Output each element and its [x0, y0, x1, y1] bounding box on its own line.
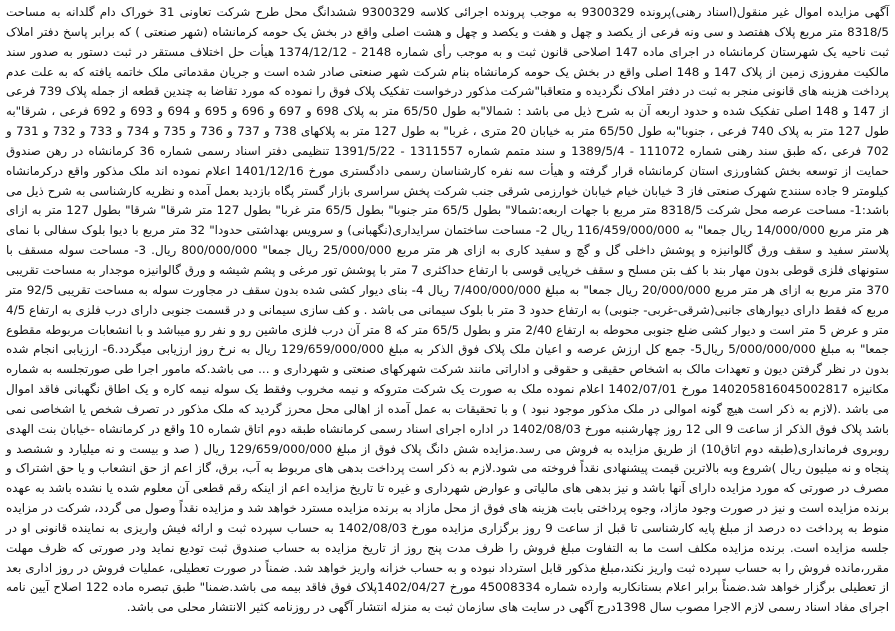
auction-notice-text: آگهی مزایده اموال غیر منقول(اسناد رهنی)پرونده 9300329 به موجب پرونده اجرائی کلاسه 9300329 ششدانگ محل طرح شرکت تعاونی 31 خوراک دام گلدانه به مساحت 8318/5 متر مربع پلاک هفتصد و سی ونه فرعی از یکصد و چهل و هفت و یکصد و چهل و هشت اصلی واقع در بخش یک حومه کرمانشاه (شهر صنعتی ) که برابر پاسخ دفتر املاک ثبت ناحیه یک شهرستان کرمانشاه در اجرای ماده 147 اصلاحی قانون ثبت و به موجب رأی شماره 2148 - 1374/12/12 هیأت حل اختلاف مستقر در ثبت دستور به صدور سند مالکیت مفروزی زمین از پلاک 147 و 148 اصلی واقع در بخش یک حومه کرمانشاه بنام شرکت شهر صنعتی صادر شده است و جریان مقدماتی ملک خاتمه یافته که به علت عدم پرداخت هزینه های قانونی منجر به ثبت در دفتر املاک نگردیده و متعاقبا"شرکت مذکور درخواست تفکیک پلاک فوق را نموده که مورد تقاضا به چندین قطعه از جمله پلاک 739 فرعی از 147 و 148 اصلی تفکیک شده و حدود اربعه آن به شرح ذیل می باشد : شمالا"به طول 65/50 متر به پلاک 698 و 697 و 696 و 695 و 694 و 693 و 692 فرعی ، شرقا"به طول 127 متر به پلاک 740 فرعی ، جنوبا"به طول 65/50 متر به خیابان 20 متری ، غربا" به طول 127 متر به پلاکهای 738 و 737 و 736 و 735 و 734 و 733 و 732 و 731 و 702 فرعی ،که طبق سند رهنی شماره 111072 - 1389/5/4 و سند متمم شماره 1311557 - 1391/5/22 تنظیمی دفتر اسناد رسمی شماره 36 کرمانشاه در رهن صندوق حمایت از توسعه بخش کشاورزی استان کرمانشاه قرار گرفته و هیأت سه نفره کارشناسان رسمی دادگستری مورخ 1401/12/16 اعلام نموده اند ملک مذکور واقع درکرمانشاه کیلومتر 9 جاده سنندج شهرک صنعتی فاز 3 خیابان خیام خیابان خوارزمی شرقی جنب شرکت پخش سراسری بازار گستر پگاه بازدید بعمل آمده و نظریه کارشناسی به شرح ذیل می باشد:1- مساحت عرصه محل شرکت 8318/5 متر مربع با جهات اربعه:شمالا" بطول 65/5 متر جنوبا" بطول 65/5 متر غربا" بطول 127 متر شرقا" شرقا" بطول 127 متر به ازای هر متر مربع 14/000/000 ریال جمعا" به 116/459/000/000 ریال 2- مساحت ساختمان سرایداری(نگهبانی) و سرویس بهداشتی حدودا" 32 متر مربع با دیوا بلوک سفالی با نمای پلاستر سفید و سقف ورق گالوانیزه و پوشش داخلی گل و گچ و سفید کاری به ازای هر متر مربع 25/000/000 ریال جمعا" 800/000/000 ریال. 3- مساحت سوله مسقف با ستونهای فلزی قوطی بدون مهار بند با کف بتن مسلح و سقف خرپایی قوسی با ارتفاع حداکثری 7 متر با پوشش تور مرغی و پشم شیشه و ورق گالوانیزه موجدار به مساحت تقریبی 370 متر مربع به ازای هر متر مربع 20/000/000 ریال جمعا" به مبلغ 7/400/000/000 ریال 4- بنای دیوار کشی شده بدون سقف در مجاورت سوله به مساحت تقریبی 92/5 متر مربع که فقط دارای دیوارهای جانبی(شرقی-غربی- جنوبی) به ارتفاع حدود 3 متر با بلوک سیمانی می باشد . و کف سازی سیمانی و در قسمت جنوبی دارای درب فلزی به ارتفاع 4/5 متر و عرض 5 متر است و دیوار کشی ضلع جنوبی محوطه به ارتفاع 2/40 متر و بطول 65/5 متر که 8 متر آن درب فلزی ماشین رو و نفر رو میباشد و با انشعابات مربوطه مقطوع جمعا" به مبلغ 5/000/000/000 ریال5- جمع کل ارزش عرصه و اعیان ملک پلاک فوق الذکر به مبلغ 129/659/000/000 ریال به نرخ روز ارزیابی میگردد.6- ارزیابی انجام شده بدون در نظر گرفتن دیون و تعهدات مالک به اشخاص حقیقی و حقوقی و اداراتی مانند شرکت شهرکهای صنعتی و شهرداری و ... می باشد.که مامور اجرا طی صورتجلسه به شماره مکانیزه 140205816045002817 مورخ 1402/07/01 اعلام نموده ملک به صورت یک شرکت متروکه و نیمه مخروب وفقط یک سوله نیمه کاره و یک اطاق نگهبانی فاقد اموال می باشد .(لازم به ذکر است هیچ گونه اموالی در ملک مذکور موجود نبود ) و با تحقیقات به عمل آمده از اهالی محل محرز گردید که ملک مذکور در تصرف شخص یا اشخاصی نمی باشد پلاک فوق الذکر از ساعت 9 الی 12 روز چهارشنبه مورخ 1402/08/03 در اداره اجرای اسناد رسمی کرمانشاه طبقه دوم اتاق شماره 10 واقع در کرمانشاه -خیابان بنت الهدی روبروی فرمانداری(طبقه دوم اتاق10) از طریق مزایده به فروش می رسد.مزایده شش دانگ پلاک فوق از مبلغ 129/659/000/000 ریال ( صد و بیست و نه میلیارد و ششصد و پنجاه و نه میلیون ریال )شروع وبه بالاترین قیمت پیشنهادی نقداً فروخته می شود.لازم به ذکر است پرداخت بدهی های مربوط به آب، برق، گاز اعم از حق انشعاب و یا حق اشتراک و مصرف در صورتی که مورد مزایده دارای آنها باشد و نیز بدهی های مالیاتی و عوارض شهرداری و غیره تا تاریخ مزایده اعم از اینکه رقم قطعی آن معلوم شده یا نشده باشد به عهده برنده مزایده است و نیز در صورت وجود مازاد، وجوه پرداختی بابت هزینه های فوق از محل مازاد به برنده مزایده مسترد خواهد شد و مزایده نقداً وصول می گردد، شرکت در مزایده منوط به پرداخت ده درصد از مبلغ پایه کارشناسی تا قبل از ساعت 9 روز برگزاری مزایده مورخ 1402/08/03 به حساب سپرده ثبت و ارائه فیش واریزی به نماینده قانونی او در جلسه مزایده است. برنده مزایده مکلف است ما به التفاوت مبلغ فروش را ظرف مدت پنج روز از تاریخ مزایده به حساب صندوق ثبت تودیع نماید ودر صورتی که ظرف مهلت مقرر،مانده فروش را به حساب سپرده ثبت واریز نکند،مبلغ مذکور قابل استرداد نبوده و به حساب خزانه واریز خواهد شد. ضمناً در صورت تعطیلی، عملیات فروش در روز اداری بعد از تعطیلی برگزار خواهد شد.ضمناً برابر اعلام بستانکاربه وارده شماره 45008334 مورخ 1402/04/27پلاک فوق فاقد بیمه می باشد.ضمنا" طبق تبصره ماده 122 اصلاح آیین نامه اجرای مفاد اسناد رسمی لازم الاجرا مصوب سال 1398درج آگهی در سایت های سازمان ثبت به منزله انتشار آگهی در روزنامه کثیر الانتشار محلی می باشد. [6, 5, 890, 615]
